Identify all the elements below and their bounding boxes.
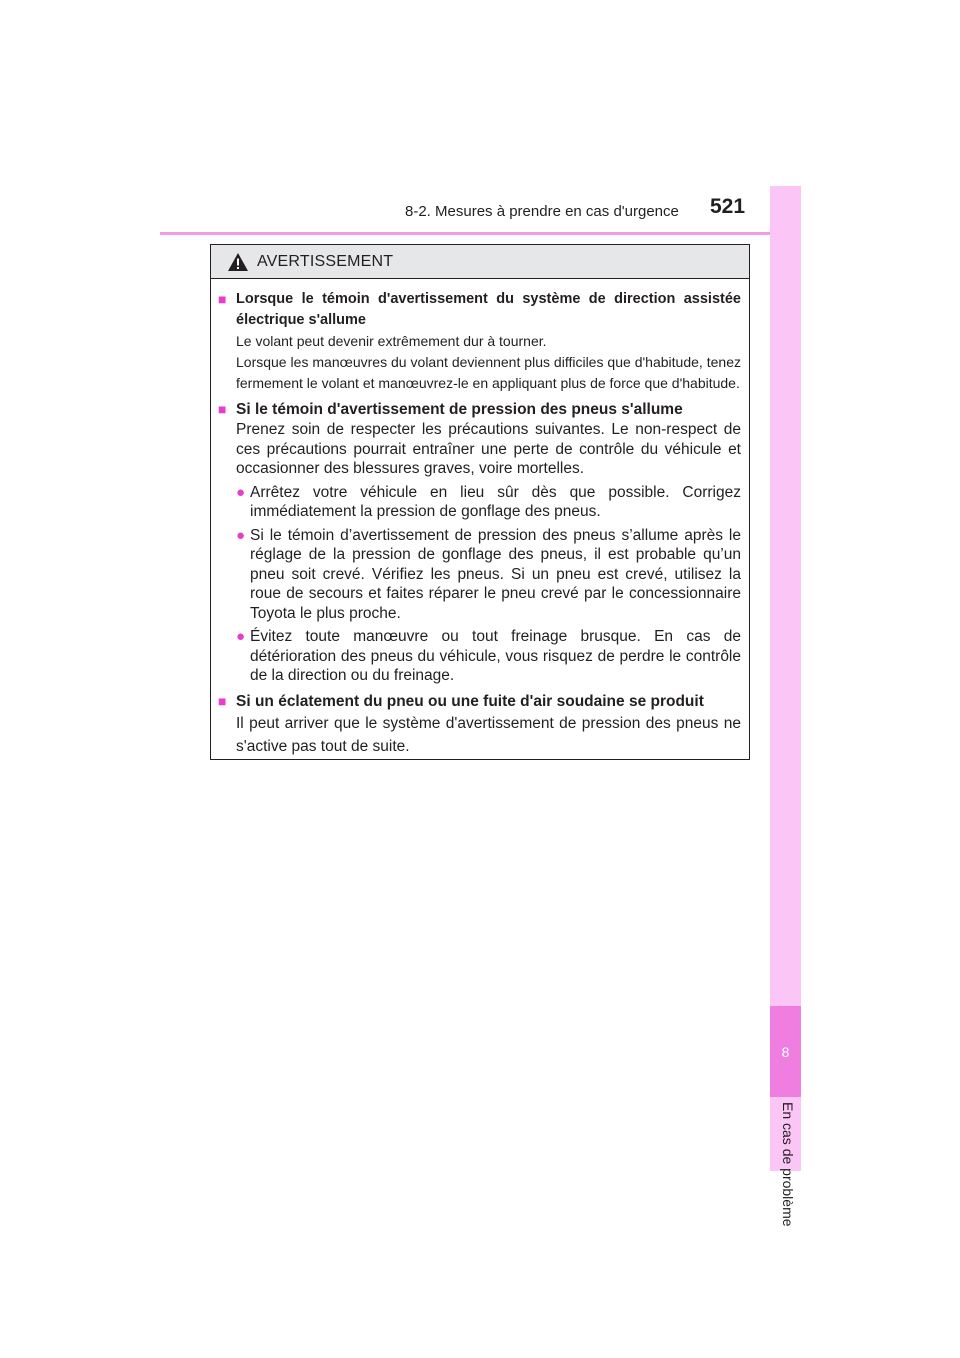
- item-heading: ■ Lorsque le témoin d'avertissement du système de direction assistée électrique s'allume: [218, 289, 741, 331]
- header-rule: [160, 232, 801, 235]
- warning-body: [211, 279, 749, 758]
- warning-title: AVERTISSEMENT: [257, 252, 394, 270]
- square-bullet-icon: ■: [218, 291, 227, 307]
- item-paragraph: Lorsque les manœuvres du volant deviennent plus difficiles que d'habitude, tenez fermement le volant et manœuvrez-le en appliquant plus de force que d'habitude.: [236, 354, 741, 391]
- item-intro: Prenez soin de respecter les précautions suivantes. Le non-respect de ces précautions pourrait entraîner une perte de contrôle du véhicule et occasionner des blessures graves, voire mortelles.: [236, 421, 741, 477]
- list-item: ● Si le témoin d’avertissement de pression des pneus s’allume après le réglage de la pression de gonflage des pneus, il est probable qu’un pneu soit crevé. Vérifiez les pneus. Si un pneu est crevé, utilisez la roue de secours et faites réparer le pneu crevé par le concessionnaire Toyota le plus proche.: [236, 526, 741, 622]
- item-heading: ■ Si le témoin d'avertissement de pression des pneus s'allume: [218, 401, 683, 418]
- warning-header: [211, 245, 749, 279]
- page-number: 521: [710, 195, 746, 218]
- warning-item-tire-pressure: [218, 399, 741, 686]
- warning-box: [210, 244, 750, 760]
- square-bullet-icon: ■: [218, 401, 227, 417]
- list-item: ● Évitez toute manœuvre ou tout freinage brusque. En cas de détérioration des pneus du véhicule, vous risquez de perdre le contrôle de la direction ou du freinage.: [236, 628, 741, 684]
- warning-item-blowout: [218, 691, 741, 758]
- list-item: ● Arrêtez votre véhicule en lieu sûr dès que possible. Corrigez immédiatement la pression de gonflage des pneus.: [236, 483, 741, 520]
- item-paragraph: Le volant peut devenir extrêmement dur à tourner.: [236, 333, 547, 349]
- item-paragraph: Il peut arriver que le système d'avertissement de pression des pneus ne s'active pas tout de suite.: [236, 714, 741, 755]
- item-heading: ■ Si un éclatement du pneu ou une fuite d'air soudaine se produit: [218, 692, 704, 710]
- section-title: 8-2. Mesures à prendre en cas d'urgence: [405, 203, 679, 220]
- chapter-number: 8: [781, 1043, 790, 1060]
- circle-bullet-icon: ●: [236, 526, 246, 544]
- chapter-label: En cas de problème: [780, 1102, 796, 1227]
- chapter-number-tab[interactable]: [770, 1006, 801, 1097]
- circle-bullet-icon: ●: [236, 483, 246, 501]
- square-bullet-icon: ■: [218, 692, 227, 709]
- warning-item-power-steering: [218, 289, 741, 394]
- circle-bullet-icon: ●: [236, 628, 246, 645]
- warning-triangle-icon: [227, 252, 249, 272]
